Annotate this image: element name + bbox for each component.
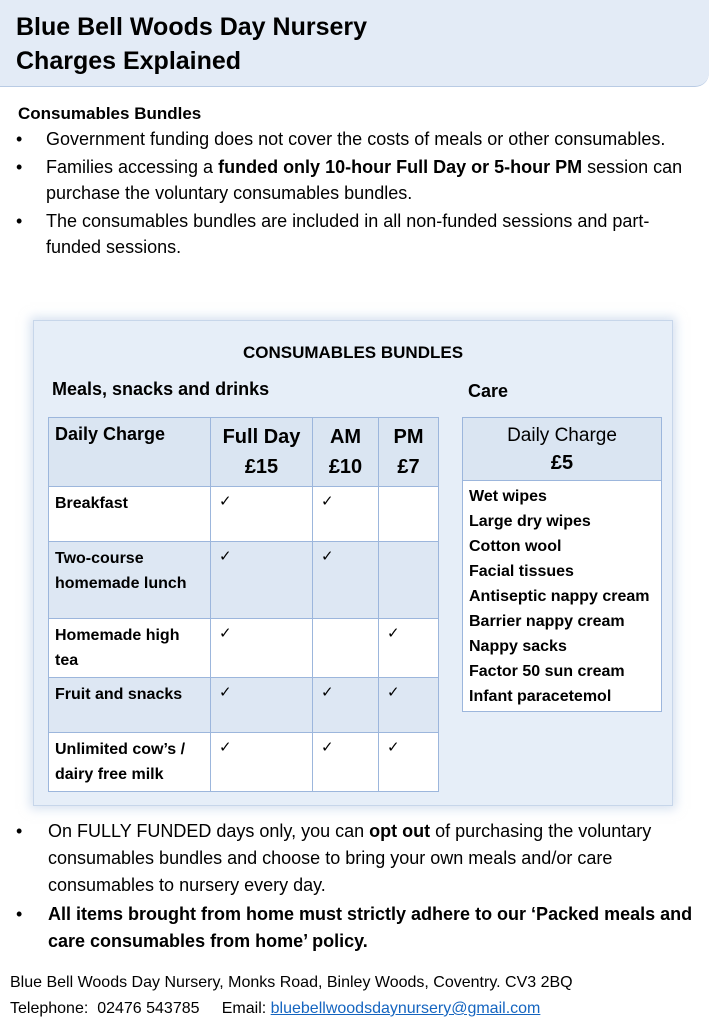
meals-table xyxy=(48,417,439,792)
tick-full-day: ✓ xyxy=(211,619,313,678)
footer-contact xyxy=(10,996,573,1022)
telephone-label: Telephone: xyxy=(10,1000,89,1017)
page-title xyxy=(16,10,367,78)
tick-pm: ✓ xyxy=(379,619,439,678)
list-item: Antiseptic nappy cream xyxy=(469,588,650,605)
footer-address: Blue Bell Woods Day Nursery, Monks Road, Binley Woods, Coventry. CV3 2BQ xyxy=(10,974,573,991)
bullet-opt-out: • On FULLY FUNDED days only, you can opt out of purchasing the voluntary consumables bundles and choose to bring your own meals and/or care consumables to nursery every day. xyxy=(14,818,694,899)
column-pm: PM £7 xyxy=(379,418,439,487)
consumables-bullet-list xyxy=(14,126,694,262)
care-charge-label: Daily Charge xyxy=(507,424,617,446)
meals-table-body xyxy=(49,487,439,792)
bullet-dot: • xyxy=(16,211,23,231)
care-charge-header xyxy=(463,418,662,481)
email-label: Email: xyxy=(221,1000,267,1017)
list-item: Infant paracetemol xyxy=(469,688,612,705)
bullet-funded-only: • Families accessing a funded only 10-hour Full Day or 5-hour PM session can purchase the voluntary consumables bundles. xyxy=(14,154,694,206)
footer xyxy=(10,970,573,1022)
tick-pm: ✓ xyxy=(379,733,439,792)
tick-am xyxy=(313,619,379,678)
bundles-title: CONSUMABLES BUNDLES xyxy=(242,343,464,362)
bullet-dot: • xyxy=(16,129,23,149)
telephone-number: 02476 543785 xyxy=(97,1000,200,1017)
consumables-bundles-panel xyxy=(33,320,673,806)
tick-pm xyxy=(379,487,439,542)
tick-pm xyxy=(379,542,439,619)
care-charge-price: £5 xyxy=(550,451,574,474)
bullet-policy: • All items brought from home must strictly adhere to our ‘Packed meals and care consumables from home’ policy. xyxy=(14,901,694,955)
tick-full-day: ✓ xyxy=(211,678,313,733)
opt-out-bullet-list xyxy=(14,818,694,957)
list-item: Facial tissues xyxy=(469,563,574,580)
title-line-2: Charges Explained xyxy=(16,47,242,75)
list-item: Cotton wool xyxy=(469,538,562,555)
meals-heading: Meals, snacks and drinks xyxy=(52,379,270,399)
tick-am: ✓ xyxy=(313,487,379,542)
table-row xyxy=(49,542,439,619)
list-item: Wet wipes xyxy=(469,488,547,505)
list-item: Large dry wipes xyxy=(469,513,591,530)
tick-am: ✓ xyxy=(313,733,379,792)
column-full-day: Full Day £15 xyxy=(211,418,313,487)
tick-full-day: ✓ xyxy=(211,733,313,792)
table-row xyxy=(49,678,439,733)
table-row xyxy=(49,733,439,792)
title-line-1: Blue Bell Woods Day Nursery xyxy=(16,13,368,41)
table-row xyxy=(49,487,439,542)
care-item-list xyxy=(469,484,655,709)
care-heading: Care xyxy=(468,381,509,401)
bullet-dot: • xyxy=(16,157,23,177)
header-banner xyxy=(0,0,709,87)
row-item-label: Fruit and snacks xyxy=(49,678,211,733)
tick-pm: ✓ xyxy=(379,678,439,733)
list-item: Nappy sacks xyxy=(469,638,567,655)
bullet-dot: • xyxy=(16,821,23,841)
care-items-cell xyxy=(463,481,662,712)
tick-full-day: ✓ xyxy=(211,542,313,619)
list-item: Barrier nappy cream xyxy=(469,613,625,630)
bullet-included: • The consumables bundles are included in all non-funded sessions and part-funded sessions. xyxy=(14,208,694,260)
consumables-heading: Consumables Bundles xyxy=(18,104,202,123)
row-item-label: Unlimited cow’s / dairy free milk xyxy=(49,733,211,792)
care-table xyxy=(462,417,662,712)
email-link[interactable]: bluebellwoodsdaynursery@gmail.com xyxy=(270,1000,541,1017)
list-item: Factor 50 sun cream xyxy=(469,663,625,680)
row-item-label: Homemade high tea xyxy=(49,619,211,678)
table-row xyxy=(49,619,439,678)
column-am: AM £10 xyxy=(313,418,379,487)
tick-am: ✓ xyxy=(313,678,379,733)
row-item-label: Breakfast xyxy=(49,487,211,542)
bullet-dot: • xyxy=(16,904,23,924)
row-item-label: Two-course homemade lunch xyxy=(49,542,211,619)
bullet-funding: • Government funding does not cover the costs of meals or other consumables. xyxy=(14,126,694,152)
daily-charge-header: Daily Charge xyxy=(49,418,211,487)
tick-am: ✓ xyxy=(313,542,379,619)
tick-full-day: ✓ xyxy=(211,487,313,542)
